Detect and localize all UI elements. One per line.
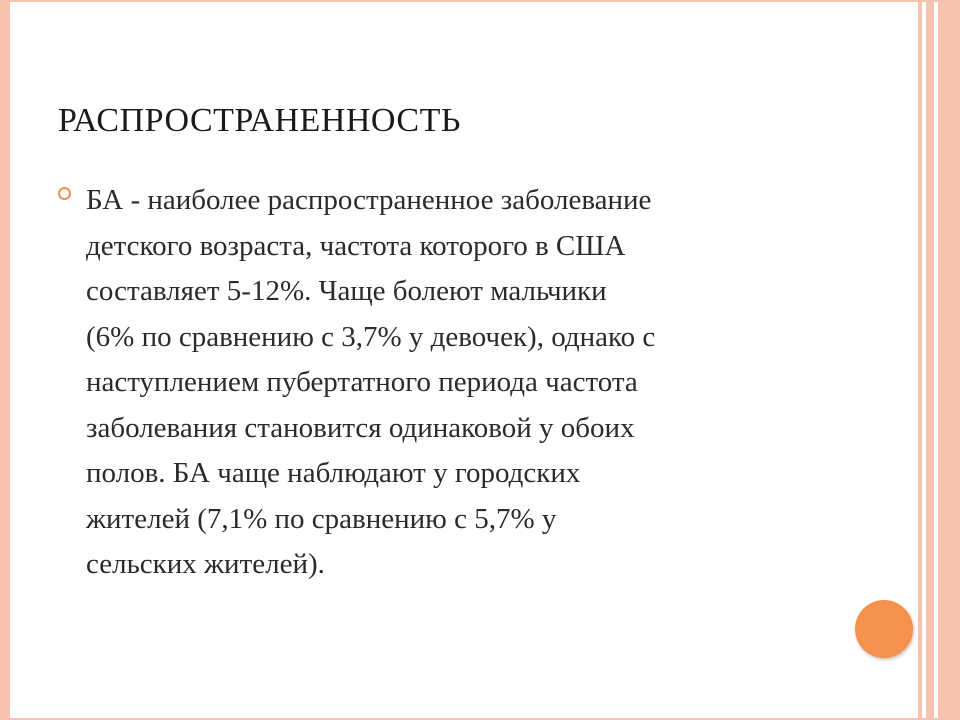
bullet-circle-icon <box>58 187 71 200</box>
right-stripe-thin <box>918 0 922 720</box>
slide-border-top <box>0 0 960 2</box>
bullet-item <box>58 178 838 588</box>
right-stripe-wide <box>938 0 960 720</box>
slide-border-left <box>0 0 10 720</box>
slide-title: РАСПРОСТРАНЕННОСТЬ <box>58 102 461 139</box>
bullet-text: БА - наиболее распространенное заболевание детского возраста, частота которого в США составляет 5-12%. Чаще болеют мальчики (6% по сравнению с 3,7% у девочек), однако с наступлением пубертатного периода частота заболевания становится одинаковой у обоих полов. БА чаще наблюдают у городских жителей (7,1% по сравнению с 5,7% у сельских жителей). <box>86 184 656 580</box>
right-stripe-medium <box>926 0 934 720</box>
orange-circle-decoration-icon <box>855 600 913 658</box>
